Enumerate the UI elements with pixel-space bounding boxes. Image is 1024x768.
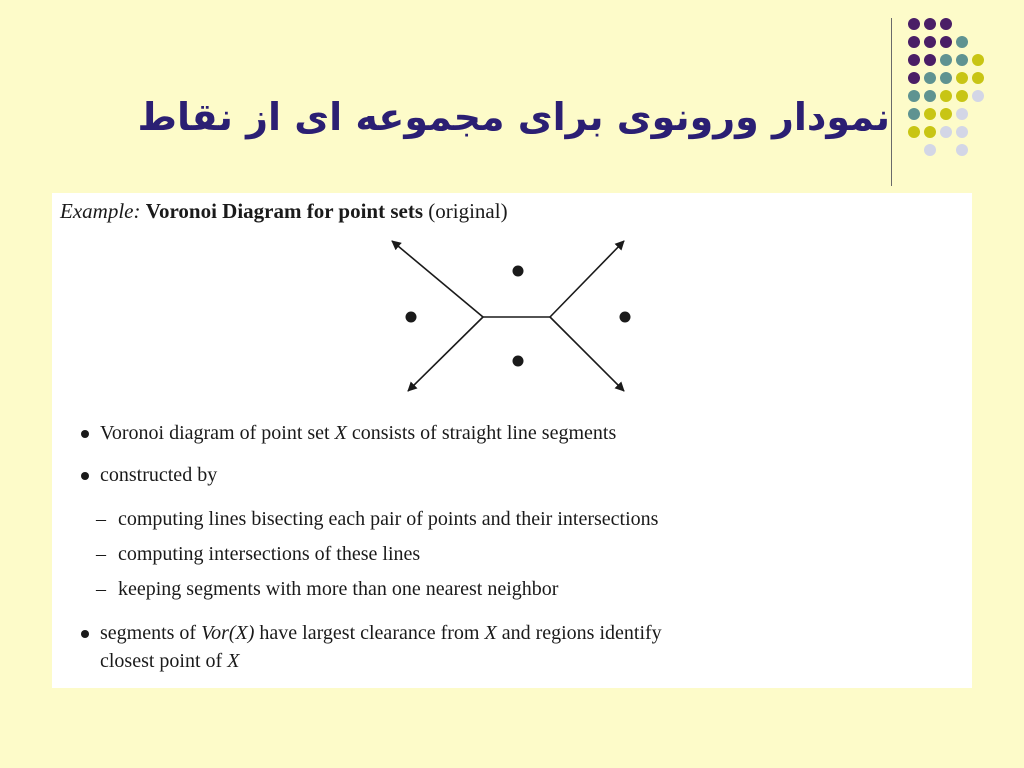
bullet-list <box>78 419 968 675</box>
math-symbol: X <box>227 650 240 672</box>
example-heading <box>60 199 508 224</box>
decor-dot <box>956 108 968 120</box>
decor-dot <box>908 36 920 48</box>
decor-dot <box>924 90 936 102</box>
decor-dot <box>972 90 984 102</box>
decorative-dot-grid <box>908 10 1008 170</box>
bullet-text: segments of <box>100 622 202 644</box>
decor-dot <box>956 144 968 156</box>
math-symbol: X <box>484 622 497 644</box>
decor-dot <box>924 54 936 66</box>
decor-dot <box>956 36 968 48</box>
sub-bullet-text: keeping segments with more than one nearest neighbor <box>118 578 559 600</box>
decor-dot <box>924 36 936 48</box>
site-point-right <box>620 312 631 323</box>
sub-bullet-item <box>78 505 968 533</box>
decor-dot <box>908 90 920 102</box>
site-point-bottom <box>513 356 524 367</box>
decor-dot <box>924 72 936 84</box>
decor-dot <box>972 54 984 66</box>
math-symbol: X <box>334 422 347 444</box>
decor-dot <box>924 126 936 138</box>
bullet-item <box>78 419 968 447</box>
bullet-text: closest point of <box>100 650 228 672</box>
decor-dot <box>940 36 952 48</box>
title-divider <box>891 18 892 186</box>
bullet-text: consists of straight line segments <box>346 422 617 444</box>
voronoi-edge-upper-right <box>550 241 624 317</box>
decor-dot <box>908 54 920 66</box>
example-qualifier: (original) <box>428 199 508 223</box>
example-title: Voronoi Diagram for point sets <box>145 199 424 223</box>
site-point-top <box>513 266 524 277</box>
decor-dot <box>940 54 952 66</box>
example-label: Example: <box>60 199 141 223</box>
bullet-text: Voronoi diagram of point set <box>100 422 335 444</box>
decor-dot <box>908 72 920 84</box>
decor-dot <box>924 18 936 30</box>
bullet-item <box>78 461 968 489</box>
sub-bullet-item <box>78 540 968 568</box>
decor-dot <box>908 126 920 138</box>
decor-dot <box>956 126 968 138</box>
bullet-item <box>78 619 968 675</box>
decor-dot <box>956 54 968 66</box>
sub-bullet-text: computing lines bisecting each pair of points and their intersections <box>118 508 659 530</box>
bullet-text: constructed by <box>100 464 218 486</box>
voronoi-edge-upper-left <box>392 241 483 317</box>
decor-dot <box>956 90 968 102</box>
slide-title: نمودار ورونوی برای مجموعه ای از نقاط <box>137 95 890 139</box>
site-point-left <box>406 312 417 323</box>
decor-dot <box>956 72 968 84</box>
decor-dot <box>908 108 920 120</box>
bullet-text: have largest clearance from <box>254 622 485 644</box>
bullet-text: and regions identify <box>496 622 662 644</box>
decor-dot <box>940 90 952 102</box>
decor-dot <box>940 108 952 120</box>
voronoi-edge-lower-right <box>550 317 624 391</box>
sub-bullet-text: computing intersections of these lines <box>118 543 421 565</box>
example-panel <box>52 193 972 688</box>
decor-dot <box>940 72 952 84</box>
decor-dot <box>924 144 936 156</box>
decor-dot <box>940 126 952 138</box>
voronoi-edge-lower-left <box>408 317 483 391</box>
decor-dot <box>940 18 952 30</box>
sub-bullet-item <box>78 575 968 603</box>
voronoi-diagram <box>382 229 642 399</box>
decor-dot <box>908 18 920 30</box>
math-symbol: Vor(X) <box>201 622 255 644</box>
decor-dot <box>972 72 984 84</box>
decor-dot <box>924 108 936 120</box>
